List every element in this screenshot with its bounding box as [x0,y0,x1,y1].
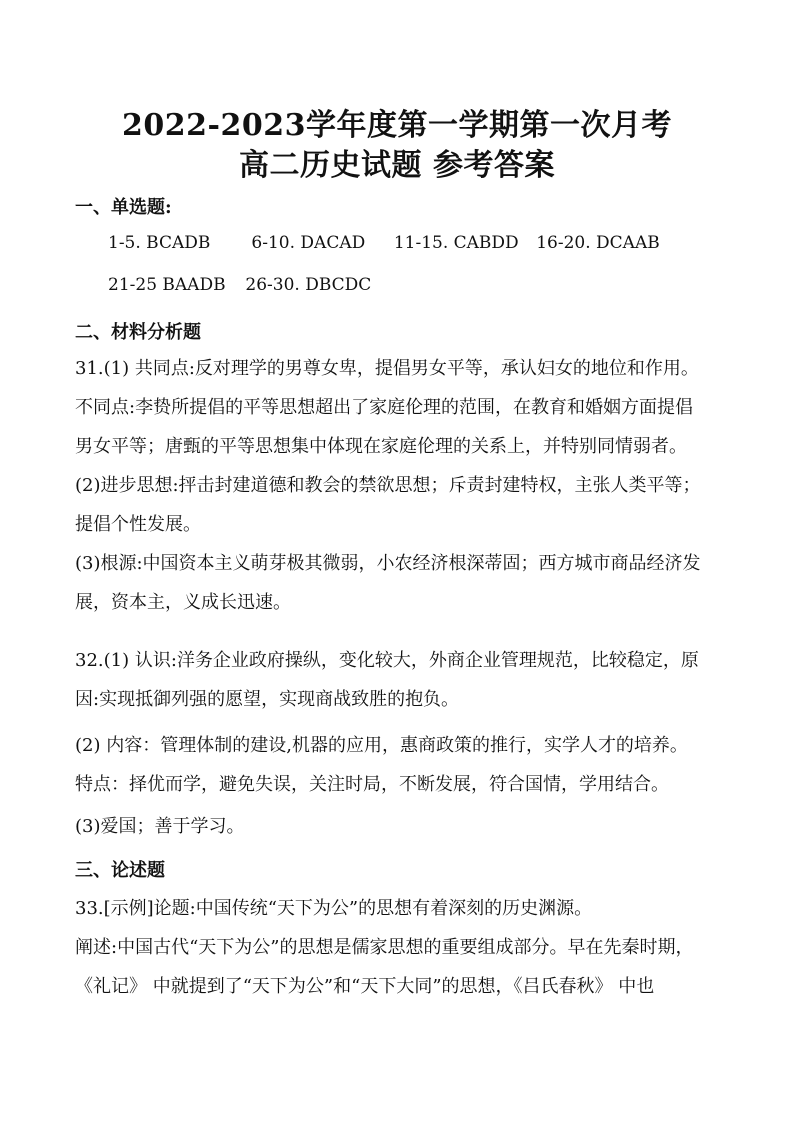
answer-text-line: (2) 内容：管理体制的建设,机器的应用，惠商政策的推行，实学人才的培养。 [75,735,688,756]
answer-text-line: (3)根源:中国资本主义萌芽极其微弱，小农经济根深蒂固；西方城市商品经济发 [75,553,701,574]
answer-row-2 [108,275,371,295]
section-heading-single-choice: 一、单选题: [75,197,172,218]
page-title: 2022-2023学年度第一学期第一次月考 [122,108,672,143]
answer-text-line: 《礼记》 中就提到了“天下为公”和“天下大同”的思想，《吕氏春秋》 中也 [75,976,655,997]
answer-text-line: 展，资本主，义成长迅速。 [75,592,291,613]
answer-text-line: 阐述:中国古代“天下为公”的思想是儒家思想的重要组成部分。早在先秦时期， [75,937,694,958]
answer-group: 11-15. CABDD [393,233,519,253]
section-heading-essay: 三、论述题 [75,860,165,881]
answer-text-line: 提倡个性发展。 [75,514,201,535]
answer-text-line: (2)进步思想:抨击封建道德和教会的禁欲思想；斥责封建特权，主张人类平等； [75,475,701,496]
answer-group: 1-5. BCADB [108,233,211,253]
answer-text-line: 不同点:李贽所提倡的平等思想超出了家庭伦理的范围，在教育和婚姻方面提倡 [75,397,694,418]
answer-row-1 [108,233,660,253]
answer-text-line: 32.(1) 认识:洋务企业政府操纵，变化较大，外商企业管理规范，比较稳定，原 [75,650,699,671]
answer-text-line: 因:实现抵御列强的愿望，实现商战致胜的抱负。 [75,689,460,710]
answer-group: 26-30. DBCDC [245,275,372,295]
answer-group: 16-20. DCAAB [536,233,660,253]
answer-group: 21-25 BAADB [108,275,226,295]
answer-text-line: 31.(1) 共同点:反对理学的男尊女卑，提倡男女平等，承认妇女的地位和作用。 [75,358,699,379]
answer-text-line: (3)爱国；善于学习。 [75,816,245,837]
page-subtitle: 高二历史试题 参考答案 [239,148,555,183]
answer-text-line: 33.[示例]论题:中国传统“天下为公”的思想有着深刻的历史渊源。 [75,898,593,919]
answer-text-line: 男女平等；唐甄的平等思想集中体现在家庭伦理的关系上，并特别同情弱者。 [75,436,687,457]
answer-text-line: 特点：择优而学，避免失误，关注时局，不断发展，符合国情，学用结合。 [75,774,669,795]
answer-group: 6-10. DACAD [251,233,366,253]
section-heading-material-analysis: 二、材料分析题 [75,322,201,343]
